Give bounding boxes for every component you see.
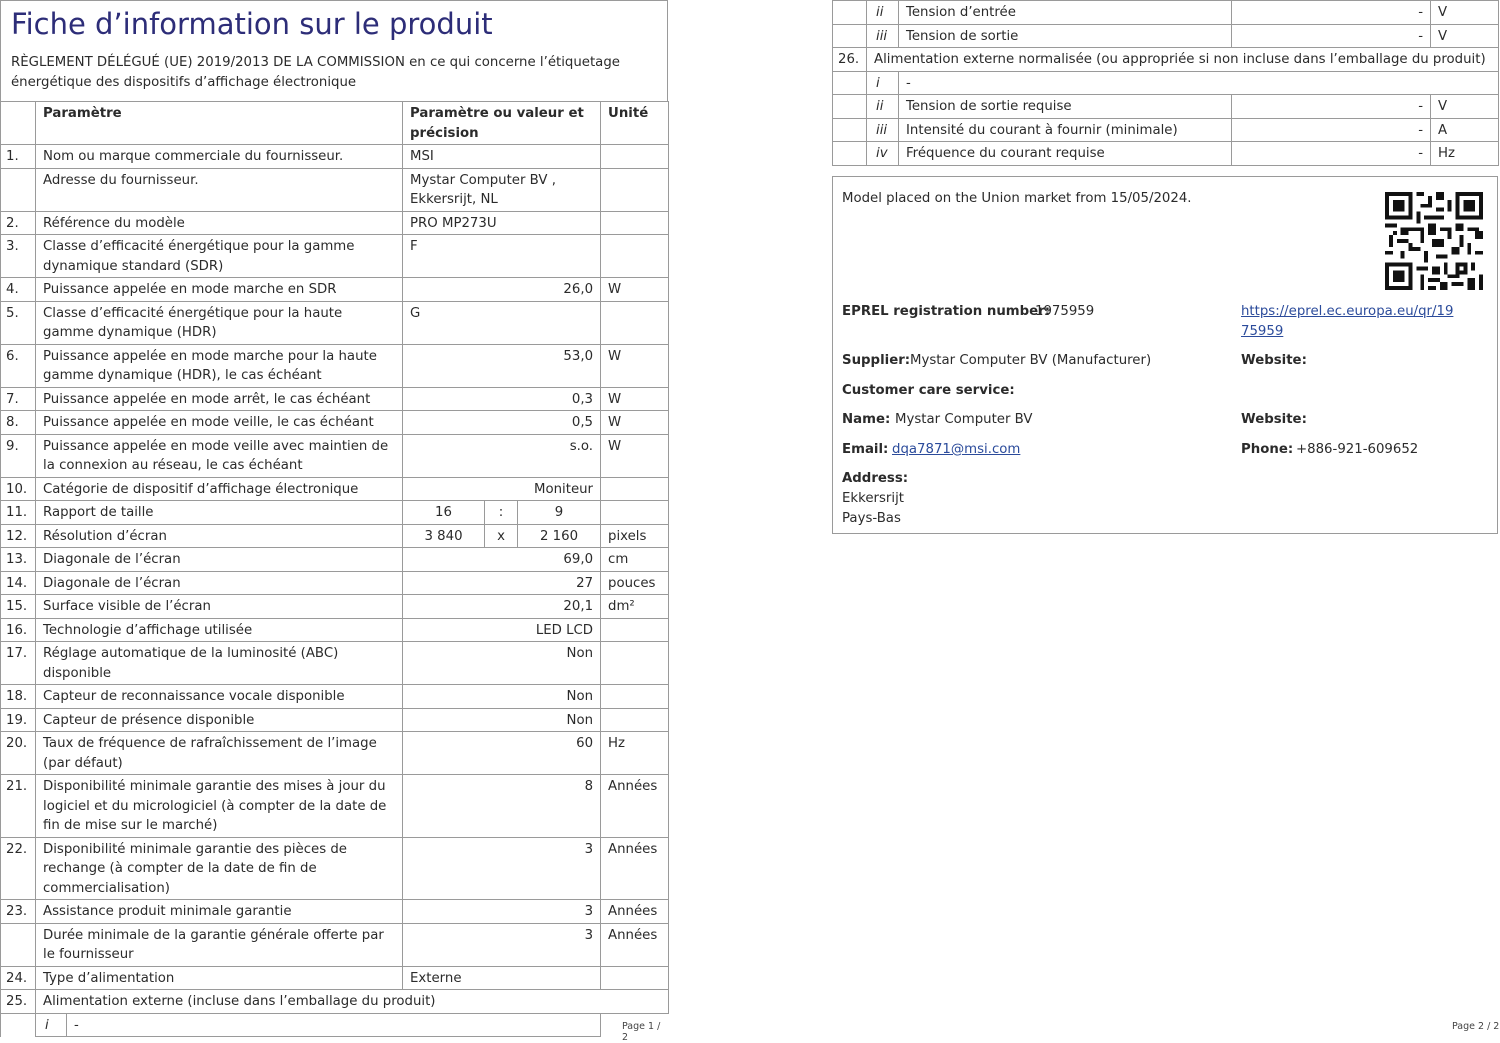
table-row	[1, 434, 669, 477]
table-row	[1, 411, 669, 435]
row-parameter: Alimentation externe normalisée (ou appropriée si non incluse dans l’emballage du produit)	[867, 48, 1499, 72]
row-unit: pixels	[601, 524, 669, 548]
sub-row-value: -	[67, 1013, 601, 1037]
sub-row-numeral: ii	[867, 1, 899, 25]
row-value: PRO MP273U	[403, 211, 601, 235]
row-parameter: Diagonale de l’écran	[36, 571, 403, 595]
row-unit: W	[601, 278, 669, 302]
row-parameter: Technologie d’affichage utilisée	[36, 618, 403, 642]
table-row	[1, 642, 669, 685]
table-row	[1, 1013, 669, 1037]
row-parameter: Puissance appelée en mode arrêt, le cas échéant	[36, 387, 403, 411]
row-parameter: Réglage automatique de la luminosité (ABC) disponible	[36, 642, 403, 685]
row-separator: x	[485, 524, 518, 548]
row-value: s.o.	[403, 434, 601, 477]
row-parameter: Disponibilité minimale garantie des mises à jour du logiciel et du micrologiciel (à compter de la date de fin de mise sur le marché)	[36, 775, 403, 838]
row-parameter: Puissance appelée en mode marche en SDR	[36, 278, 403, 302]
row-number	[833, 142, 867, 166]
row-value: 69,0	[403, 548, 601, 572]
row-number: 16.	[1, 618, 36, 642]
table-row	[1, 708, 669, 732]
header-param: Paramètre	[36, 102, 403, 145]
row-value-2: 9	[518, 501, 601, 525]
row-number: 19.	[1, 708, 36, 732]
row-parameter: Diagonale de l’écran	[36, 548, 403, 572]
table-row	[833, 1, 1499, 25]
row-unit: pouces	[601, 571, 669, 595]
qr-code-icon[interactable]	[1385, 192, 1483, 290]
row-parameter: Classe d’efficacité énergétique pour la gamme dynamique standard (SDR)	[36, 235, 403, 278]
row-value: 3	[403, 837, 601, 900]
row-number: 7.	[1, 387, 36, 411]
row-value: Externe	[403, 966, 601, 990]
page-number: Page 1 / 2	[622, 1021, 661, 1043]
table-row	[1, 837, 669, 900]
row-number: 3.	[1, 235, 36, 278]
table-row	[833, 71, 1499, 95]
row-value: 20,1	[403, 595, 601, 619]
table-row	[1, 235, 669, 278]
row-value: Non	[403, 685, 601, 709]
row-unit	[601, 145, 669, 169]
row-value: MSI	[403, 145, 601, 169]
row-unit: W	[601, 344, 669, 387]
row-number: 26.	[833, 48, 867, 72]
row-parameter: Nom ou marque commerciale du fournisseur.	[36, 145, 403, 169]
sub-row-numeral: i	[867, 71, 899, 95]
table-row	[1, 732, 669, 775]
row-value-2: 2 160	[518, 524, 601, 548]
sub-row-label: Fréquence du courant requise	[899, 142, 1232, 166]
table-row	[1, 990, 669, 1014]
eprel-url-link-cont[interactable]: 75959	[1241, 324, 1284, 339]
customer-care-label: Customer care service:	[842, 383, 1015, 398]
website-label: Website:	[1241, 353, 1307, 368]
row-parameter: Alimentation externe (incluse dans l’emballage du produit)	[36, 990, 669, 1014]
table-row	[833, 48, 1499, 72]
sub-row-unit: V	[1431, 1, 1499, 25]
sub-row-label: -	[899, 71, 1499, 95]
row-value: 26,0	[403, 278, 601, 302]
row-number: 18.	[1, 685, 36, 709]
row-value: Mystar Computer BV , Ekkersrijt, NL	[403, 168, 601, 211]
row-parameter: Disponibilité minimale garantie des pièces de rechange (à compter de la date de fin de commercialisation)	[36, 837, 403, 900]
sheet-header	[0, 0, 668, 101]
header-value: Paramètre ou valeur et précision	[403, 102, 601, 145]
row-unit: Années	[601, 775, 669, 838]
row-parameter: Capteur de présence disponible	[36, 708, 403, 732]
row-number: 10.	[1, 477, 36, 501]
row-number: 17.	[1, 642, 36, 685]
row-value: 8	[403, 775, 601, 838]
sub-row-label: Tension d’entrée	[899, 1, 1232, 25]
product-sheet-page-2	[832, 0, 1498, 526]
row-unit: W	[601, 387, 669, 411]
row-parameter: Classe d’efficacité énergétique pour la haute gamme dynamique (HDR)	[36, 301, 403, 344]
eprel-info-box	[832, 176, 1498, 534]
sub-row-unit: V	[1431, 24, 1499, 48]
address-line-1: Ekkersrijt	[842, 491, 904, 506]
row-parameter: Puissance appelée en mode veille avec maintien de la connexion au réseau, le cas échéant	[36, 434, 403, 477]
row-number	[833, 95, 867, 119]
table-row	[1, 501, 669, 525]
row-unit: Hz	[601, 732, 669, 775]
row-number: 24.	[1, 966, 36, 990]
row-parameter: Résolution d’écran	[36, 524, 403, 548]
table-row	[1, 548, 669, 572]
row-unit	[601, 966, 669, 990]
product-info-table	[0, 101, 669, 1037]
row-unit	[601, 618, 669, 642]
sub-row-value: -	[1232, 118, 1431, 142]
row-parameter: Rapport de taille	[36, 501, 403, 525]
table-row	[1, 387, 669, 411]
sub-row-label: Tension de sortie	[899, 24, 1232, 48]
row-number: 14.	[1, 571, 36, 595]
table-row	[1, 524, 669, 548]
row-number	[833, 1, 867, 25]
row-number	[833, 71, 867, 95]
address-line-2: Pays-Bas	[842, 511, 901, 526]
supplier-value: Mystar Computer BV (Manufacturer)	[910, 353, 1152, 368]
sub-row-label: Intensité du courant à fournir (minimale)	[899, 118, 1232, 142]
row-value-1: 16	[403, 501, 485, 525]
table-row	[1, 923, 669, 966]
row-number	[833, 118, 867, 142]
name-label: Name:	[842, 412, 891, 427]
sub-row-unit: A	[1431, 118, 1499, 142]
email-label: Email:	[842, 442, 889, 457]
row-parameter: Puissance appelée en mode veille, le cas échéant	[36, 411, 403, 435]
row-value: 3	[403, 923, 601, 966]
eprel-number: 1975959	[1035, 304, 1095, 319]
row-number: 25.	[1, 990, 36, 1014]
row-value: 3	[403, 900, 601, 924]
table-row	[1, 685, 669, 709]
row-number: 11.	[1, 501, 36, 525]
table-row	[1, 168, 669, 211]
row-number: 21.	[1, 775, 36, 838]
row-number	[833, 24, 867, 48]
row-unit: Années	[601, 900, 669, 924]
table-row	[1, 477, 669, 501]
row-number: 5.	[1, 301, 36, 344]
row-value: LED LCD	[403, 618, 601, 642]
sub-row-numeral: iii	[867, 118, 899, 142]
sub-row-value: -	[1232, 95, 1431, 119]
row-value: 0,3	[403, 387, 601, 411]
row-number: 12.	[1, 524, 36, 548]
row-value-1: 3 840	[403, 524, 485, 548]
row-unit: Années	[601, 923, 669, 966]
name-value: Mystar Computer BV	[895, 412, 1033, 427]
row-unit	[601, 168, 669, 211]
address-label: Address:	[842, 471, 909, 486]
sub-row-label: Tension de sortie requise	[899, 95, 1232, 119]
row-unit: W	[601, 411, 669, 435]
row-value: G	[403, 301, 601, 344]
table-row	[1, 301, 669, 344]
row-value: 0,5	[403, 411, 601, 435]
row-number: 20.	[1, 732, 36, 775]
table-row	[1, 344, 669, 387]
row-parameter: Durée minimale de la garantie générale offerte par le fournisseur	[36, 923, 403, 966]
row-value: 53,0	[403, 344, 601, 387]
row-number: 13.	[1, 548, 36, 572]
table-row	[833, 142, 1499, 166]
row-value: Non	[403, 642, 601, 685]
row-value: 27	[403, 571, 601, 595]
row-unit: cm	[601, 548, 669, 572]
power-supply-table	[832, 0, 1499, 166]
row-unit	[601, 642, 669, 685]
row-unit	[601, 301, 669, 344]
product-sheet-page-1	[0, 0, 668, 1043]
row-value: Non	[403, 708, 601, 732]
table-row	[1, 595, 669, 619]
table-row	[1, 571, 669, 595]
table-row	[1, 775, 669, 838]
header-unit: Unité	[601, 102, 669, 145]
row-unit	[601, 211, 669, 235]
row-separator: :	[485, 501, 518, 525]
row-number: 6.	[1, 344, 36, 387]
phone-value: +886-921-609652	[1296, 442, 1419, 457]
row-unit	[601, 685, 669, 709]
email-link[interactable]: dqa7871@msi.com	[892, 442, 1021, 457]
sub-row-unit: Hz	[1431, 142, 1499, 166]
row-unit	[601, 708, 669, 732]
sub-row-unit: V	[1431, 95, 1499, 119]
row-parameter: Taux de fréquence de rafraîchissement de l’image (par défaut)	[36, 732, 403, 775]
table-row	[1, 900, 669, 924]
row-unit	[601, 477, 669, 501]
row-unit: Années	[601, 837, 669, 900]
sub-row-numeral: ii	[867, 95, 899, 119]
regulation-subtitle: RÈGLEMENT DÉLÉGUÉ (UE) 2019/2013 DE LA COMMISSION en ce qui concerne l’étiquetage énergétique des dispositifs d’affichage électronique	[11, 55, 620, 90]
table-row	[833, 118, 1499, 142]
row-number: 8.	[1, 411, 36, 435]
page-title: Fiche d’information sur le produit	[11, 7, 493, 41]
phone-label: Phone:	[1241, 442, 1294, 457]
eprel-url-link[interactable]: https://eprel.ec.europa.eu/qr/19	[1241, 304, 1454, 319]
row-parameter: Catégorie de dispositif d’affichage électronique	[36, 477, 403, 501]
table-row	[1, 211, 669, 235]
row-number: 9.	[1, 434, 36, 477]
sub-row-value: -	[1232, 24, 1431, 48]
row-number: 1.	[1, 145, 36, 169]
table-row	[833, 24, 1499, 48]
table-row	[1, 618, 669, 642]
row-number: 4.	[1, 278, 36, 302]
eprel-label: EPREL registration number:	[842, 304, 1051, 319]
website-label-2: Website:	[1241, 412, 1307, 427]
row-parameter: Capteur de reconnaissance vocale disponible	[36, 685, 403, 709]
supplier-label: Supplier:	[842, 353, 911, 368]
row-unit	[601, 501, 669, 525]
row-number	[1, 168, 36, 211]
row-parameter: Puissance appelée en mode marche pour la haute gamme dynamique (HDR), le cas échéant	[36, 344, 403, 387]
sub-row-value: -	[1232, 142, 1431, 166]
row-value: Moniteur	[403, 477, 601, 501]
row-number	[1, 1013, 36, 1037]
row-parameter: Type d’alimentation	[36, 966, 403, 990]
sub-row-numeral: iii	[867, 24, 899, 48]
table-row	[1, 145, 669, 169]
table-header-row	[1, 102, 669, 145]
row-unit: W	[601, 434, 669, 477]
sub-row-value: -	[1232, 1, 1431, 25]
row-value: 60	[403, 732, 601, 775]
row-unit	[601, 235, 669, 278]
row-parameter: Référence du modèle	[36, 211, 403, 235]
sub-row-numeral: iv	[867, 142, 899, 166]
sub-row-numeral: i	[36, 1013, 67, 1037]
row-number: 15.	[1, 595, 36, 619]
row-parameter: Assistance produit minimale garantie	[36, 900, 403, 924]
row-parameter: Surface visible de l’écran	[36, 595, 403, 619]
row-parameter: Adresse du fournisseur.	[36, 168, 403, 211]
row-number: 2.	[1, 211, 36, 235]
table-row	[1, 966, 669, 990]
row-unit: dm²	[601, 595, 669, 619]
row-number	[1, 923, 36, 966]
row-number: 22.	[1, 837, 36, 900]
row-number: 23.	[1, 900, 36, 924]
row-value: F	[403, 235, 601, 278]
page-number-2: Page 2 / 2	[1452, 1021, 1500, 1032]
placed-on-market-text: Model placed on the Union market from 15/05/2024.	[842, 191, 1192, 206]
table-row	[1, 278, 669, 302]
table-row	[833, 95, 1499, 119]
